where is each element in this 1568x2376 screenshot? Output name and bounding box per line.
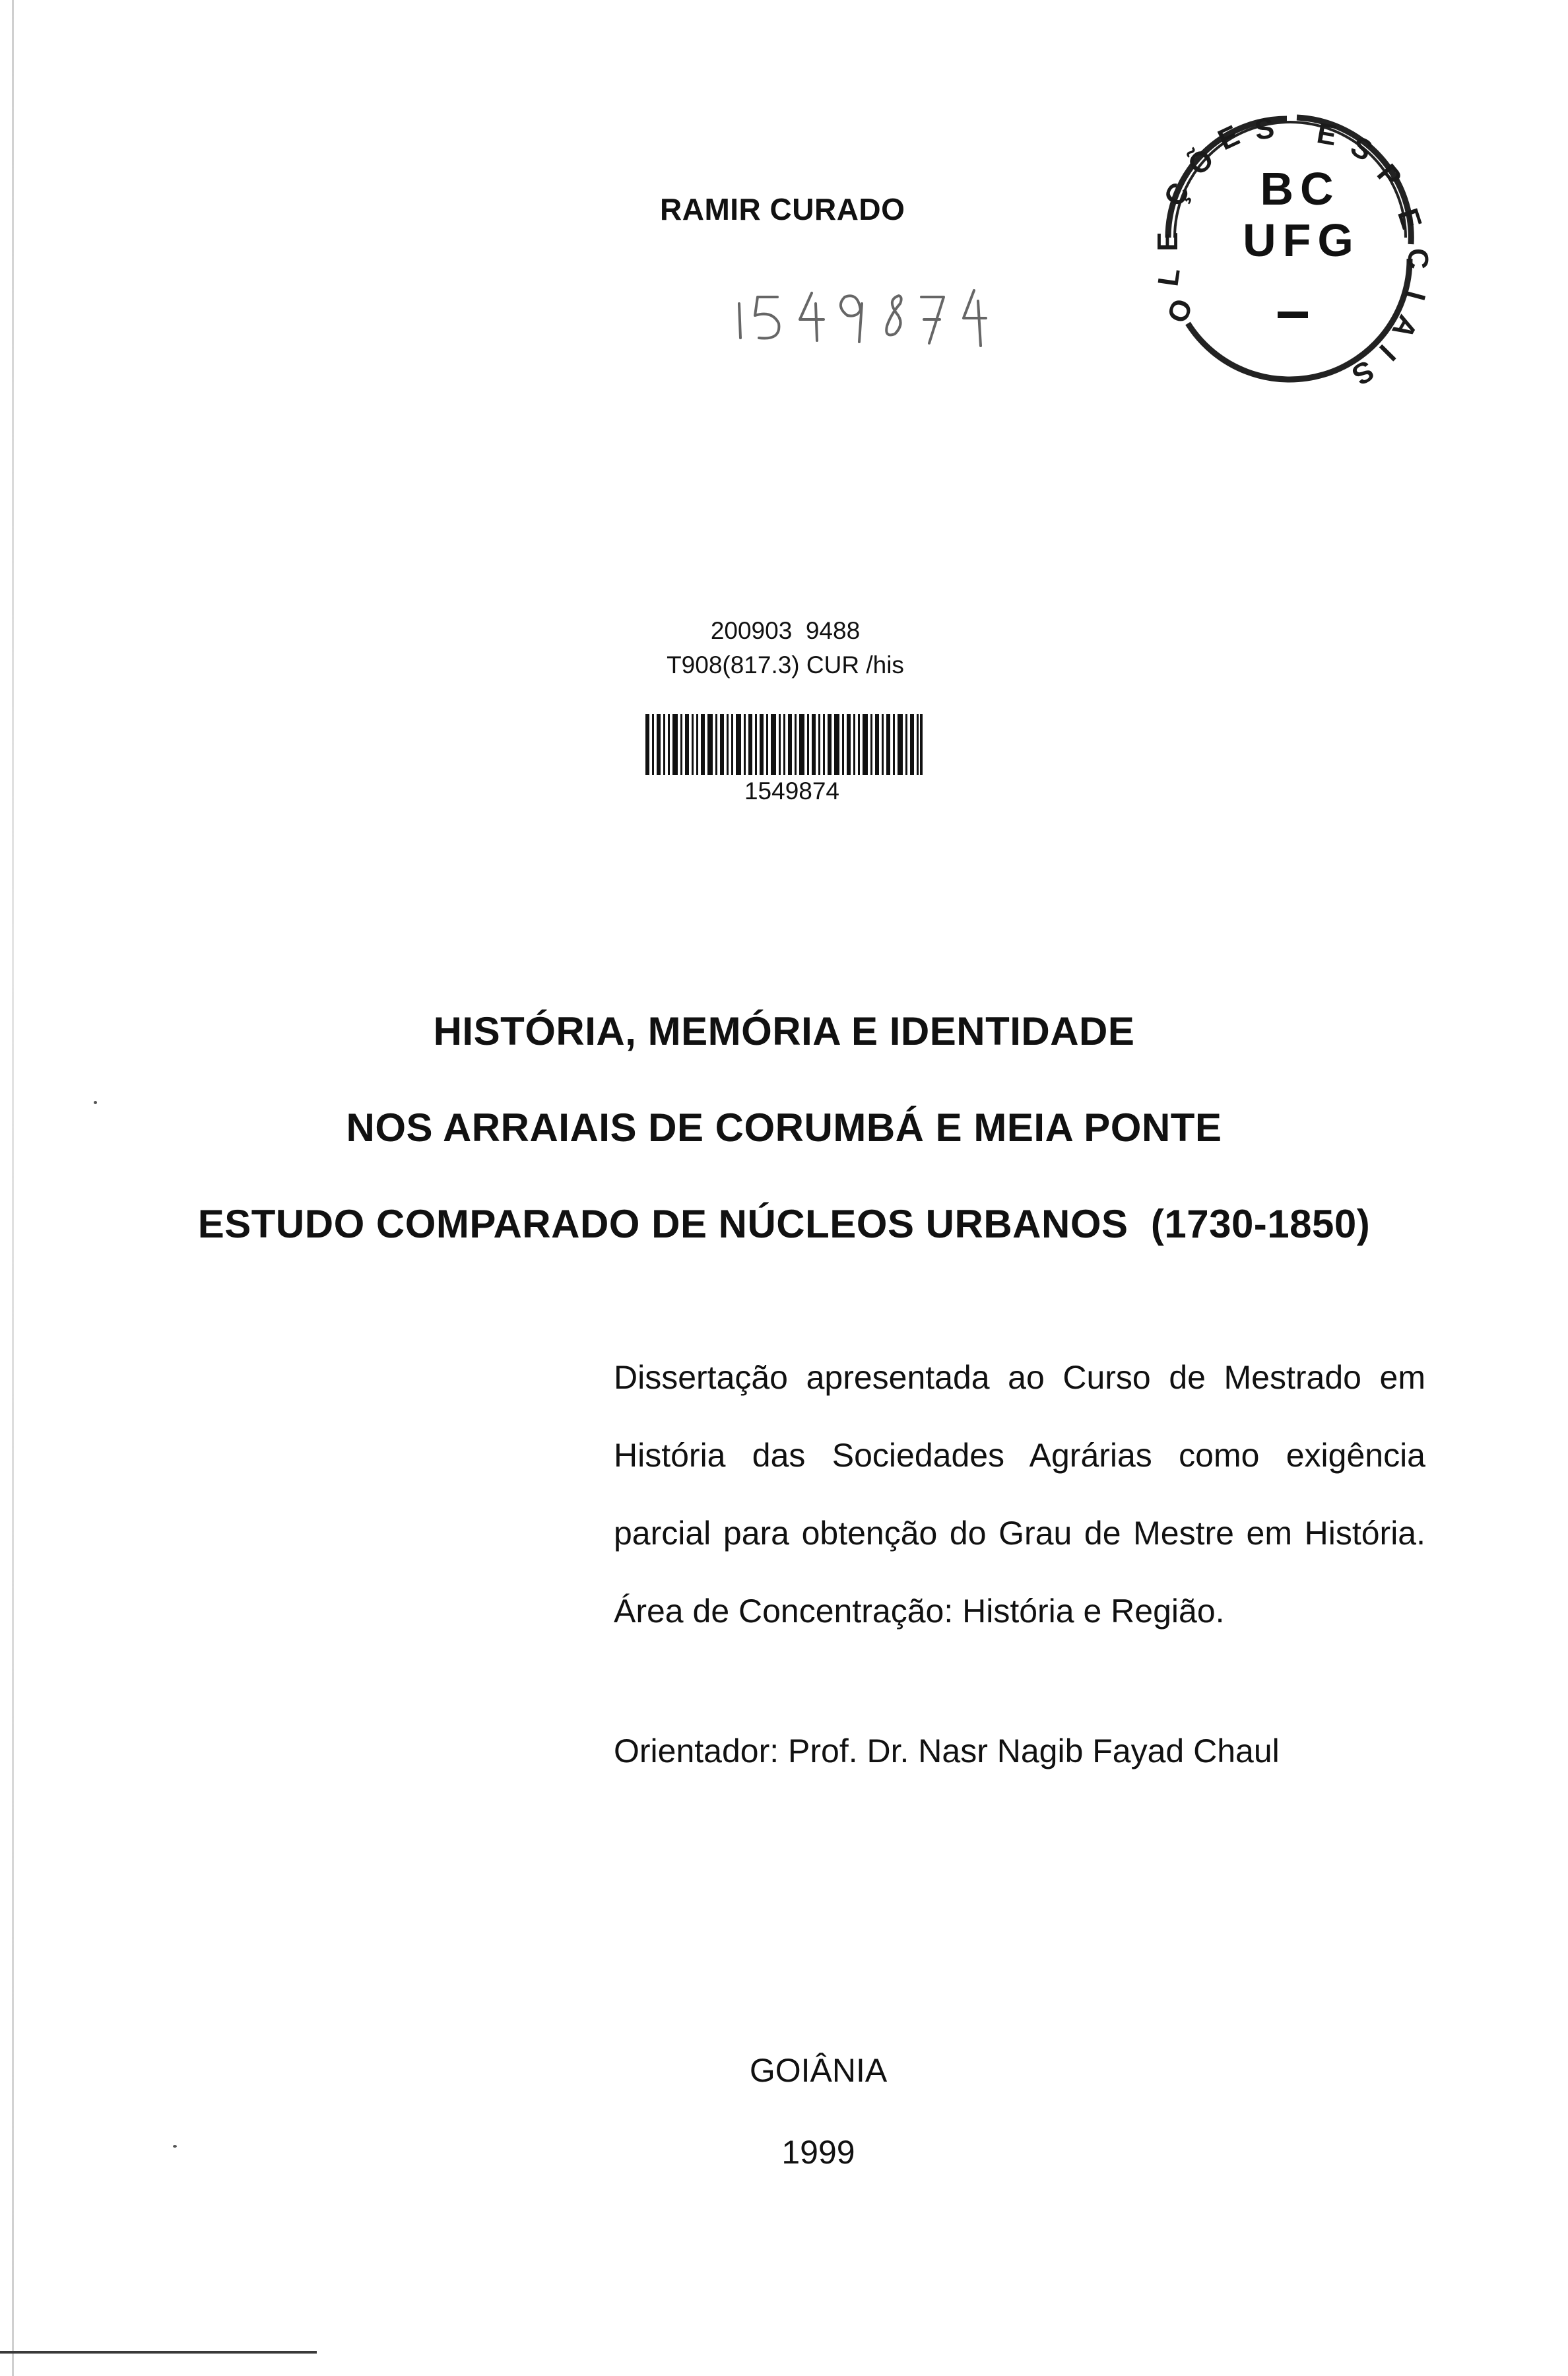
year: 1999 [781,2134,855,2171]
svg-text:I: I [1373,338,1402,367]
svg-text:S: S [1253,112,1276,147]
svg-text:S: S [1346,353,1380,392]
catalog-line1: 200903 9488 [710,617,861,644]
dissertation-note: Dissertação apresentada ao Curso de Mestrado em História das Sociedades Agrárias como exigência parcial para obtenção do Grau de Mestre em História. Área de Concentração: História e Região. [614,1359,1425,1630]
svg-text:L: L [1152,266,1187,288]
stamp-center-line1: BC [1260,163,1340,214]
handwritten-accession-number [726,277,1029,350]
title-line3: ESTUDO COMPARADO DE NÚCLEOS URBANOS (1730-1850) [197,1202,1371,1246]
scan-speck [173,2145,177,2148]
svg-text:Ç: Ç [1158,177,1196,212]
page-edge-bottom [0,2351,317,2354]
stamp-center-line2: UFG [1243,214,1360,266]
scan-speck [94,1101,97,1104]
svg-text:I: I [1398,287,1432,304]
svg-text:Õ: Õ [1181,143,1221,182]
thesis-title [132,983,1436,1272]
svg-text:E: E [1213,119,1245,157]
barcode-number: 1549874 [744,777,840,805]
title-line1: HISTÓRIA, MEMÓRIA E IDENTIDADE [433,1009,1135,1053]
collection-stamp [1148,106,1434,392]
place: GOIÂNIA [749,2052,888,2089]
title-line2: NOS ARRAIAIS DE CORUMBÁ E MEIA PONTE [346,1106,1222,1150]
svg-text:O: O [1161,294,1200,327]
catalog-line2: T908(817.3) CUR /his [667,651,904,678]
catalog-label [634,614,937,682]
svg-text:E: E [1390,204,1428,234]
barcode [645,714,923,775]
author-name: RAMIR CURADO [660,192,905,226]
advisor: Orientador: Prof. Dr. Nasr Nagib Fayad Chaul [614,1732,1280,1769]
page-edge-left [12,0,14,2376]
svg-text:E: E [1152,232,1184,251]
svg-text:E: E [1314,117,1340,152]
svg-text:A: A [1385,310,1424,345]
svg-text:C: C [1402,248,1434,269]
svg-text:P: P [1370,158,1408,194]
svg-text:S: S [1345,129,1379,168]
